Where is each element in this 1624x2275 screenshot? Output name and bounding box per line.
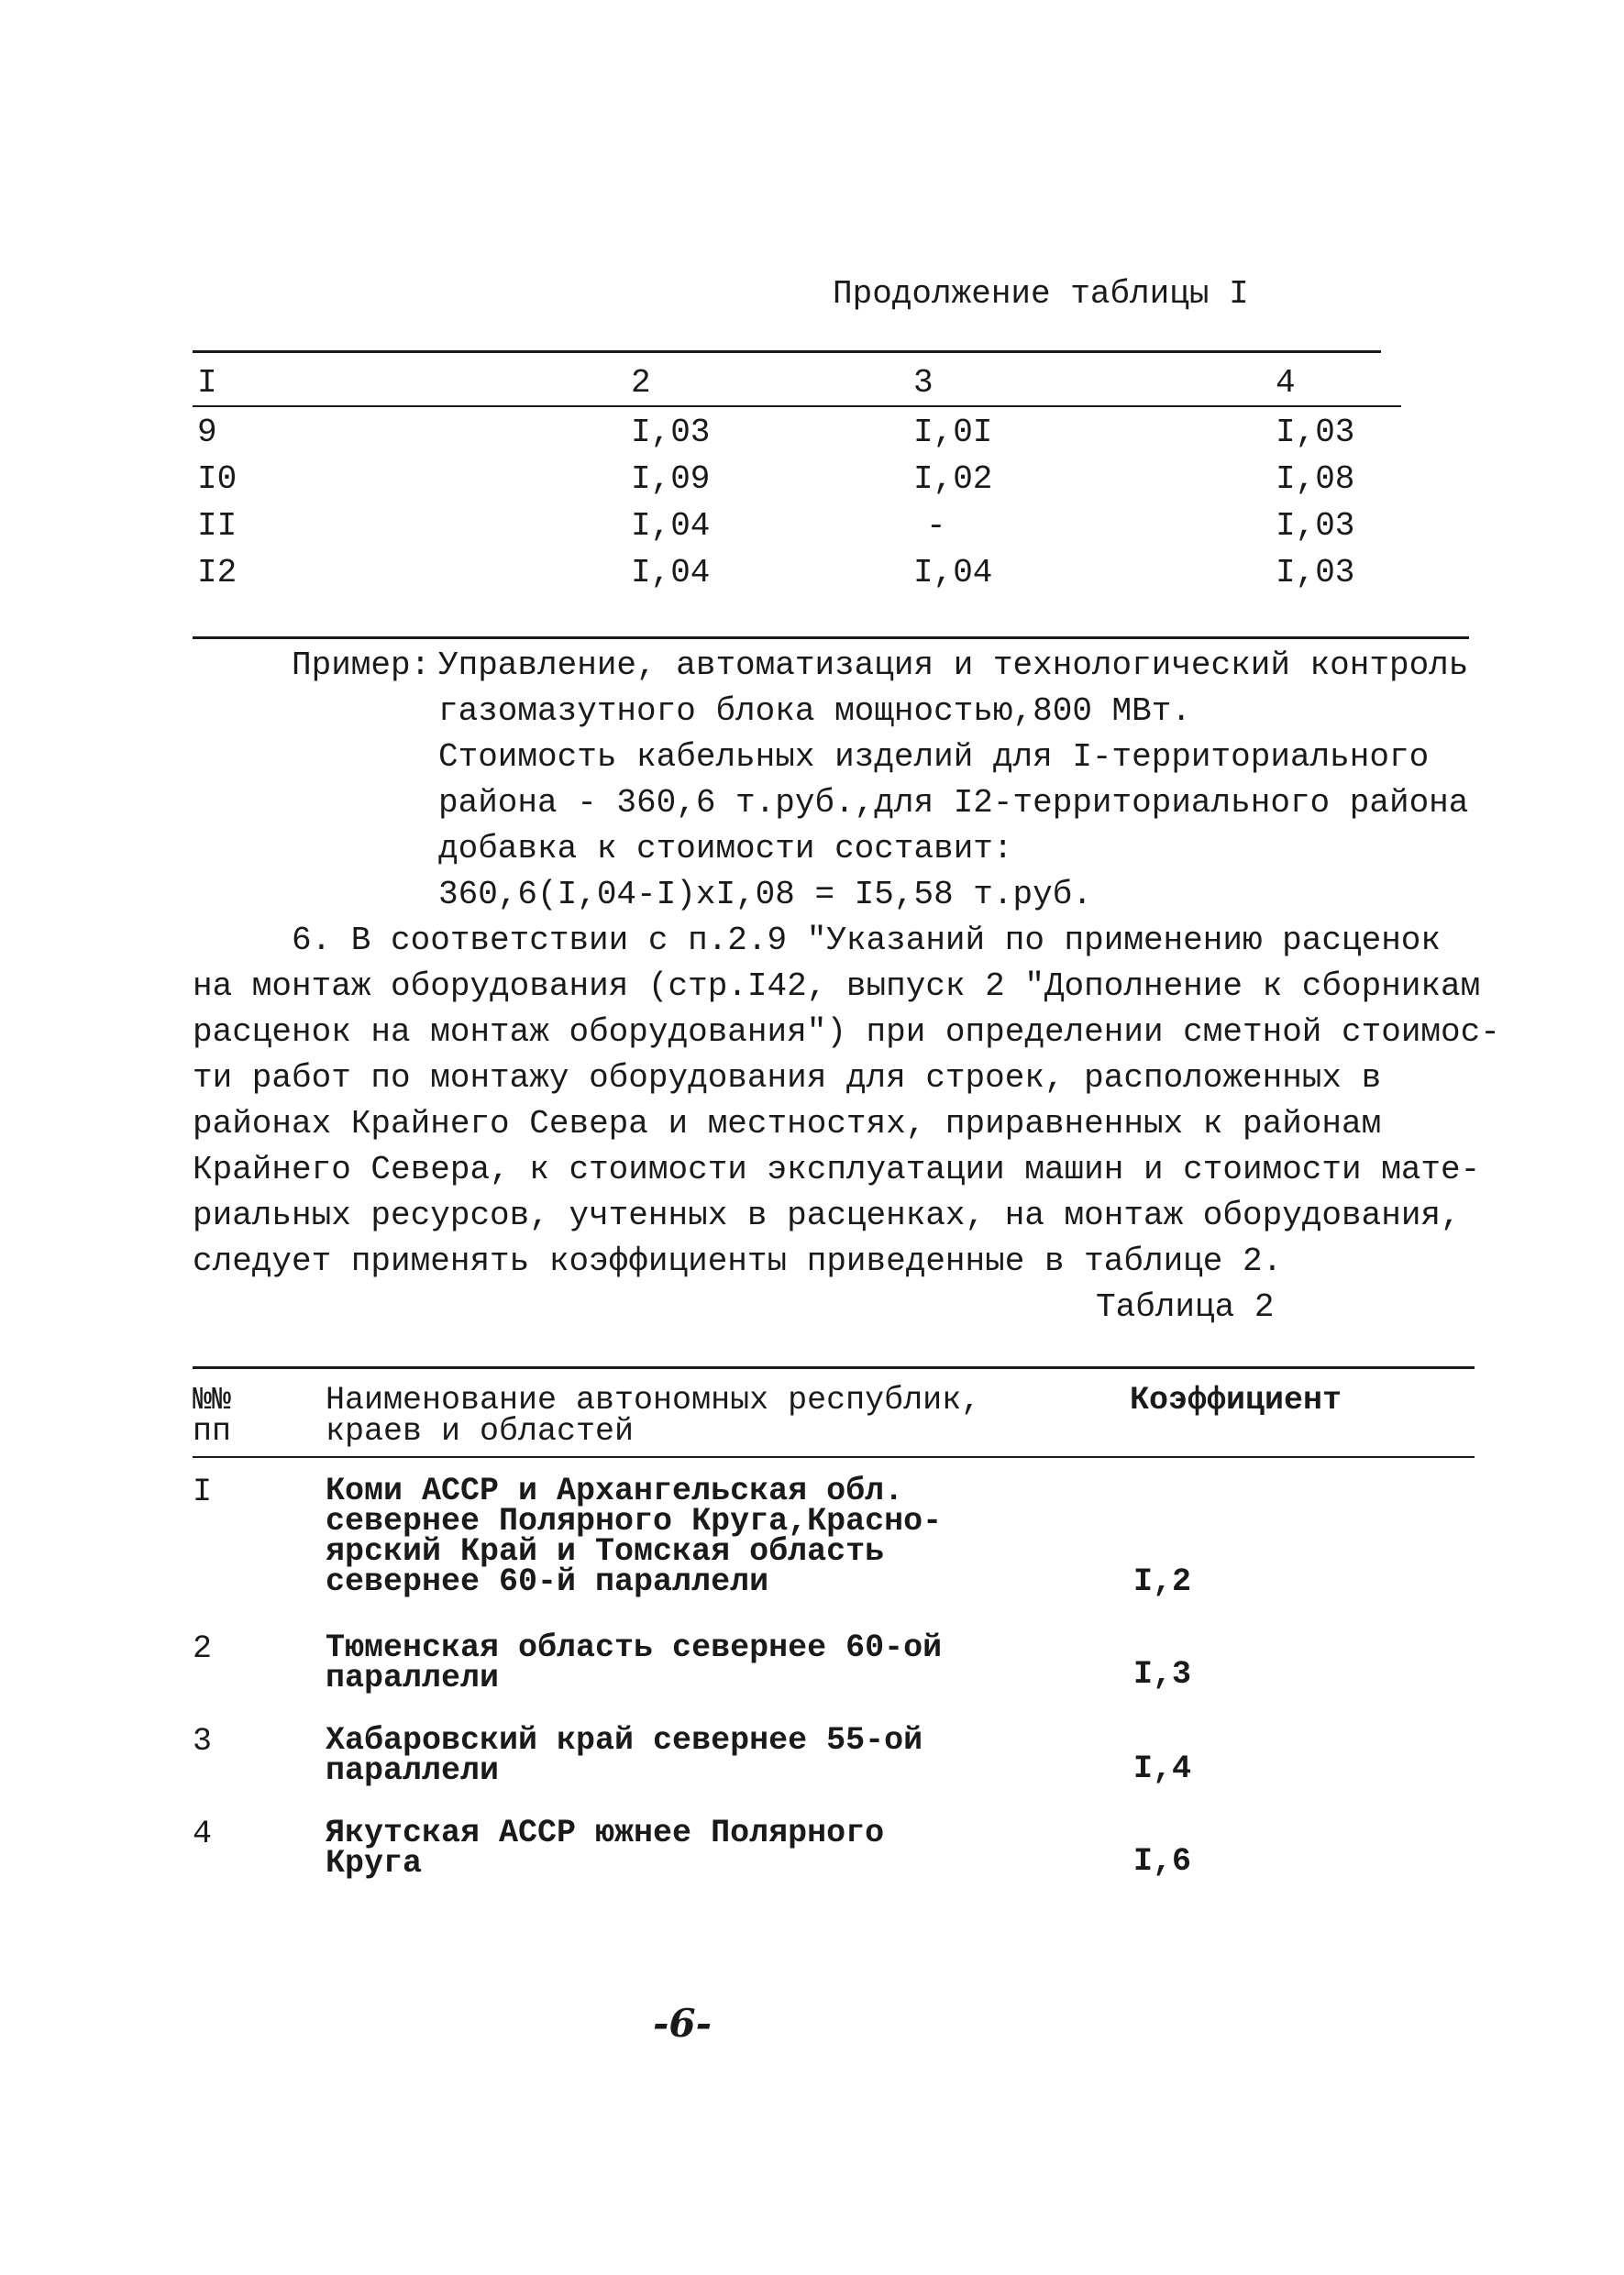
table2-row-name: Тюменская область севернее 60-ой — [326, 1629, 943, 1666]
example-label: Пример: — [292, 646, 431, 684]
paragraph6-line: Крайнего Севера, к стоимости эксплуатации машин и стоимости мате- — [193, 1151, 1481, 1188]
table2-row-name: Якутская АССР южнее Полярного — [326, 1815, 885, 1851]
table2-row-name: параллели — [326, 1752, 500, 1789]
table2-header-num: пп — [193, 1413, 232, 1450]
example-line: Управление, автоматизация и технологический контроль — [438, 646, 1469, 684]
table1-cell: 9 — [197, 414, 217, 451]
table1-cell: I2 — [197, 554, 238, 591]
table2-caption: Таблица 2 — [1096, 1288, 1275, 1326]
example-formula: 360,6(I,04-I)xI,08 = I5,58 т.руб. — [438, 876, 1092, 913]
table2-header-coef: Коэффициент — [1130, 1382, 1342, 1419]
table2-row-name: севернее Полярного Круга,Красно- — [326, 1503, 943, 1540]
table1-header-rule — [193, 405, 1401, 407]
table2-top-rule — [193, 1366, 1475, 1369]
table1-bottom-rule — [193, 636, 1469, 639]
paragraph6-line: 6. В соответствии с п.2.9 "Указаний по применению расценок — [292, 922, 1442, 959]
table1-cell: I,09 — [631, 460, 711, 498]
example-line: района - 360,6 т.руб.,для I2-территориального района — [438, 784, 1469, 822]
table1-caption: Продолжение таблицы I — [833, 275, 1249, 313]
table2-row-num: I — [193, 1474, 213, 1510]
paragraph6-line: следует применять коэффициенты приведенные в таблице 2. — [193, 1242, 1283, 1280]
example-line: добавка к стоимости составит: — [438, 830, 1013, 867]
table1-header-col4: 4 — [1276, 364, 1296, 402]
table1-top-rule — [193, 350, 1381, 353]
table2-header-rule — [193, 1456, 1475, 1458]
table1-cell: I,03 — [631, 414, 711, 451]
table1-cell: I,03 — [1276, 554, 1355, 591]
table1-cell: I,04 — [913, 554, 993, 591]
table2-header-num: №№ — [193, 1382, 232, 1419]
table1-cell: I0 — [197, 460, 238, 498]
page-number: -6- — [653, 2001, 713, 2046]
paragraph6-line: районах Крайнего Севера и местностях, приравненных к районам — [193, 1105, 1382, 1143]
paragraph6-line: риальных ресурсов, учтенных в расценках, на монтаж оборудования, — [193, 1197, 1461, 1234]
table1-cell: I,03 — [1276, 507, 1355, 545]
table2-row-coef: I,3 — [1133, 1656, 1192, 1693]
table1-cell: I,04 — [631, 507, 711, 545]
table1-cell: I,03 — [1276, 414, 1355, 451]
table1-cell: I,0I — [913, 414, 993, 451]
table2-row-name: севернее 60-й параллели — [326, 1563, 769, 1600]
table2-row-coef: I,2 — [1133, 1563, 1192, 1600]
table1-cell: I,04 — [631, 554, 711, 591]
paragraph6-line: на монтаж оборудования (стр.I42, выпуск 2 "Дополнение к сборникам — [193, 967, 1481, 1005]
table2-row-num: 4 — [193, 1816, 213, 1852]
table1-header-col1: I — [197, 364, 217, 402]
table2-row-name: Коми АССР и Архангельская обл. — [326, 1473, 904, 1509]
table1-header-col3: 3 — [913, 364, 934, 402]
table1-cell: II — [197, 507, 238, 545]
table2-header-name: краев и областей — [326, 1413, 635, 1450]
table2-header-name: Наименование автономных республик, — [326, 1382, 981, 1419]
paragraph6-line: ти работ по монтажу оборудования для строек, расположенных в — [193, 1059, 1382, 1097]
table1-cell: I,08 — [1276, 460, 1355, 498]
table2-row-name: Круга — [326, 1845, 423, 1882]
example-line: Стоимость кабельных изделий для I-территориального — [438, 738, 1430, 776]
table2-row-name: параллели — [326, 1660, 500, 1696]
table2-row-coef: I,4 — [1133, 1750, 1192, 1787]
table2-row-num: 3 — [193, 1723, 213, 1760]
example-line: газомазутного блока мощностью,800 МВт. — [438, 692, 1191, 730]
table2-row-name: ярский Край и Томская область — [326, 1533, 885, 1570]
paragraph6-line: расценок на монтаж оборудования") при определении сметной стоимос- — [193, 1013, 1500, 1051]
table1-cell: I,02 — [913, 460, 993, 498]
table2-row-coef: I,6 — [1133, 1843, 1192, 1880]
table2-row-name: Хабаровский край севернее 55-ой — [326, 1722, 923, 1759]
table1-header-col2: 2 — [631, 364, 651, 402]
table2-row-num: 2 — [193, 1630, 213, 1667]
table1-cell: - — [926, 507, 946, 545]
